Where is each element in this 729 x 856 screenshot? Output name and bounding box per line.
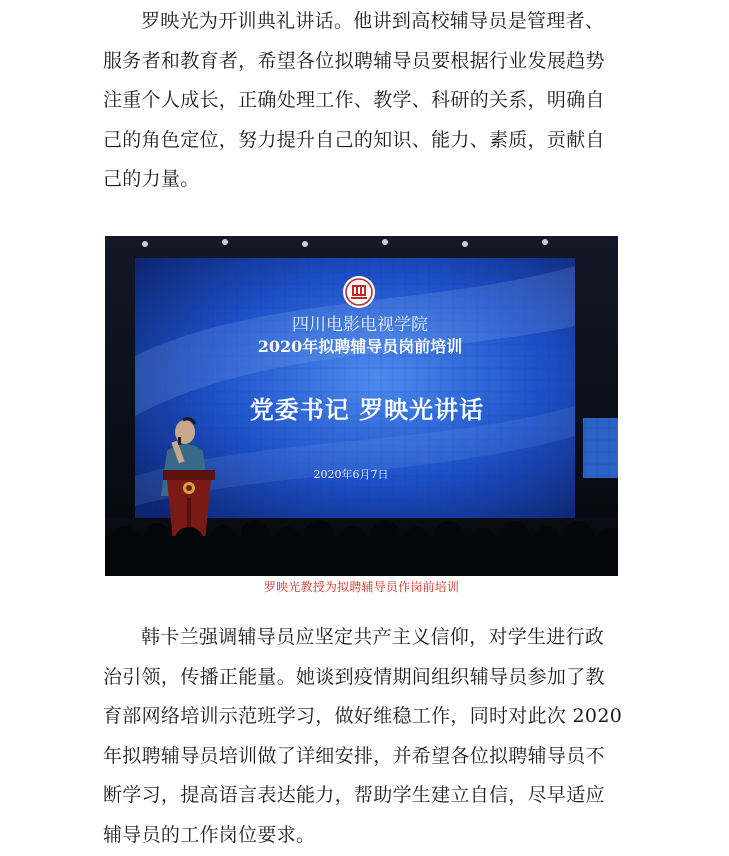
paragraph-line: 己的力量。 bbox=[103, 168, 200, 190]
paragraph-line: 注重个人成长，正确处理工作、教学、科研的关系，明确自 bbox=[103, 89, 605, 111]
paragraph-line: 韩卡兰强调辅导员应坚定共产主义信仰，对学生进行政 bbox=[141, 626, 605, 648]
screen-title-1: 四川电影电视学院 bbox=[292, 315, 428, 335]
paragraph-line: 育部网络培训示范班学习，做好维稳工作，同时对此次 2020 bbox=[103, 705, 623, 727]
paragraph-line: 服务者和教育者，希望各位拟聘辅导员要根据行业发展趋势 bbox=[103, 49, 605, 72]
photo-caption: 罗映光教授为拟聘辅导员作岗前培训 bbox=[263, 580, 460, 594]
event-photo bbox=[105, 236, 618, 576]
paragraph-line: 罗映光为开训典礼讲话。他讲到高校辅导员是管理者、 bbox=[141, 10, 605, 32]
paragraph-line: 辅导员的工作岗位要求。 bbox=[103, 823, 316, 846]
college-logo-icon bbox=[343, 276, 375, 308]
screen-date: 2020年6月7日 bbox=[313, 468, 389, 481]
screen-speaker: 党委书记 罗映光讲话 bbox=[249, 395, 485, 424]
screen-title-2: 2020年拟聘辅导员岗前培训 bbox=[257, 337, 463, 356]
paragraph-line: 断学习，提高语言表达能力，帮助学生建立自信，尽早适应 bbox=[103, 784, 605, 806]
paragraph-line: 己的角色定位，努力提升自己的知识、能力、素质，贡献自 bbox=[103, 128, 605, 151]
paragraph-line: 治引领，传播正能量。她谈到疫情期间组织辅导员参加了教 bbox=[103, 665, 605, 688]
paragraph-han-kalan-speech bbox=[103, 618, 625, 855]
event-photo-illustration bbox=[105, 236, 618, 576]
paragraph-line: 年拟聘辅导员培训做了详细安排，并希望各位拟聘辅导员不 bbox=[103, 744, 605, 767]
paragraph-speech-intro bbox=[103, 2, 625, 200]
